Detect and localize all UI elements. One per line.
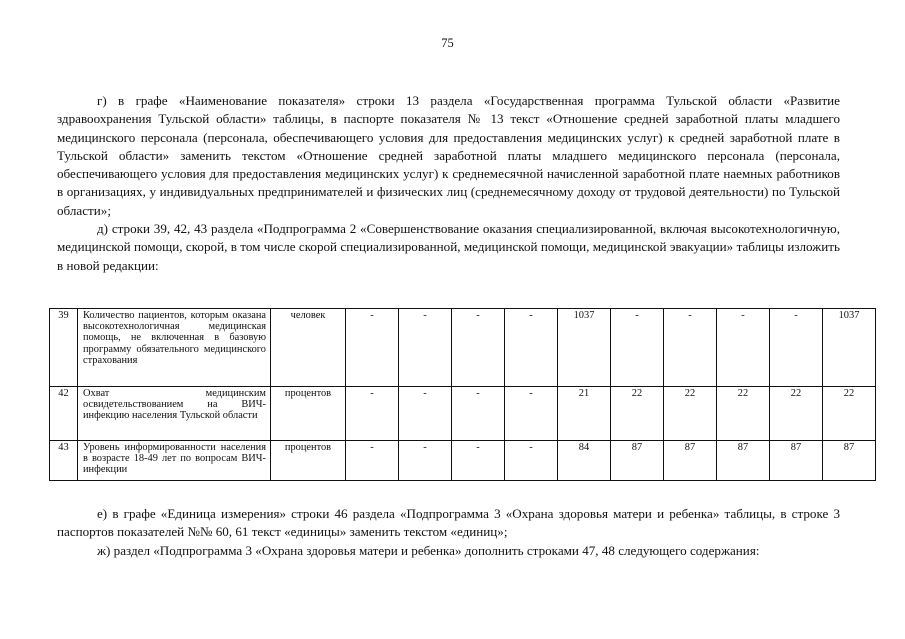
row-number-cell: 39 [50,309,78,387]
table-row [50,441,876,481]
value-cell: 22 [717,387,770,441]
value-cell: 22 [823,387,876,441]
value-cell: 1037 [823,309,876,387]
value-cell: - [611,309,664,387]
value-cell: - [505,387,558,441]
value-cell: - [770,309,823,387]
value-cell: 87 [823,441,876,481]
value-cell: - [346,387,399,441]
value-cell: - [452,387,505,441]
value-cell: 87 [611,441,664,481]
paragraph-g: г) в графе «Наименование показателя» строки 13 раздела «Государственная программа Тульской области «Развитие здравоохранения Тульской области» таблицы, в паспорте показателя № 13 текст «Отношение средней заработной платы младшего медицинского персонала (персонала, обеспечивающего условия для предоставления медицинских услуг) к средней заработной плате в Тульской области» заменить текстом «Отношение средней заработной платы младшего медицинского персонала (персонала, обеспечивающего условия для предоставления медицинских услуг) к среднемесячной начисленной заработной плате наемных работников в организациях, у индивидуальных предпринимателей и физических лиц (среднемесячному доходу от трудовой деятельности) по Тульской области»; [57,93,840,218]
table-row [50,387,876,441]
indicator-name-cell: Количество пациентов, которым оказана высокотехнологичная медицинская помощь, не включенная в базовую программу обязательного медицинского страхования [78,309,271,387]
unit-cell: процентов [271,441,346,481]
value-cell: - [399,309,452,387]
value-cell: - [505,441,558,481]
value-cell: 22 [770,387,823,441]
value-cell: 1037 [558,309,611,387]
indicator-table [49,308,876,481]
value-cell: - [452,309,505,387]
value-cell: - [664,309,717,387]
value-cell: 87 [770,441,823,481]
page-number: 75 [441,36,454,50]
text-block-bottom [57,505,840,560]
indicator-name-cell: Охват медицинским освидетельствованием на ВИЧ-инфекцию населения Тульской области [78,387,271,441]
value-cell: - [346,441,399,481]
value-cell: - [505,309,558,387]
value-cell: - [399,387,452,441]
row-number-cell: 43 [50,441,78,481]
value-cell: 84 [558,441,611,481]
value-cell: 22 [611,387,664,441]
unit-cell: человек [271,309,346,387]
value-cell: - [452,441,505,481]
indicator-name-cell: Уровень информированности населения в возрасте 18-49 лет по вопросам ВИЧ-инфекции [78,441,271,481]
value-cell: 21 [558,387,611,441]
paragraph-e: е) в графе «Единица измерения» строки 46 раздела «Подпрограмма 3 «Охрана здоровья матери и ребенка» таблицы, в строке 3 паспортов показателей №№ 60, 61 текст «единицы» заменить текстом «единиц»; [57,506,840,540]
value-cell: 87 [717,441,770,481]
value-cell: 22 [664,387,717,441]
row-number-cell: 42 [50,387,78,441]
value-cell: - [717,309,770,387]
value-cell: - [399,441,452,481]
value-cell: - [346,309,399,387]
paragraph-d: д) строки 39, 42, 43 раздела «Подпрограмма 2 «Совершенствование оказания специализированной, включая высокотехнологичную, медицинской помощи, скорой, в том числе скорой специализированной, медицинской помощи, медицинской эвакуации» таблицы изложить в новой редакции: [57,221,840,273]
unit-cell: процентов [271,387,346,441]
table-row [50,309,876,387]
value-cell: 87 [664,441,717,481]
paragraph-zh: ж) раздел «Подпрограмма 3 «Охрана здоровья матери и ребенка» дополнить строками 47, 48 следующего содержания: [97,542,760,558]
text-block-top [57,92,840,275]
